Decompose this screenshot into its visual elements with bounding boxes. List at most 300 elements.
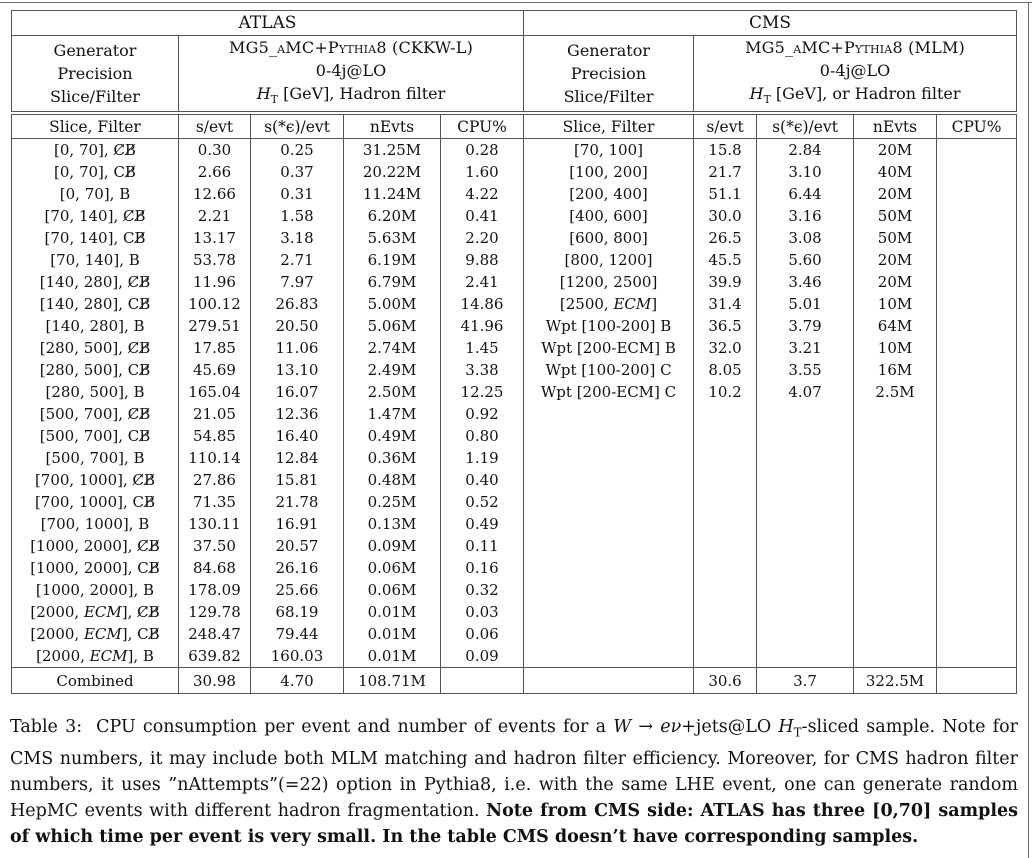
cell-atlas-nevts: 0.49M [344, 425, 441, 447]
cell-atlas-seff: 79.44 [251, 623, 344, 645]
cell-atlas-seff: 11.06 [251, 337, 344, 359]
cell-atlas-slice: [500, 700], B [45, 449, 145, 468]
cell-atlas-nevts: 0.06M [344, 579, 441, 601]
cell-cms-sevt [694, 623, 757, 645]
cell-atlas-nevts: 6.79M [344, 271, 441, 293]
cell-atlas-seff: 15.81 [251, 469, 344, 491]
cell-cms-slice [524, 491, 694, 513]
cell-atlas-seff: 25.66 [251, 579, 344, 601]
cell-atlas-slice: [0, 70], B [59, 185, 131, 204]
cell-atlas-cpu: 0.52 [441, 491, 524, 513]
cell-cms-cpu [937, 381, 1017, 403]
cell-atlas-sevt: 130.11 [179, 513, 251, 535]
cell-cms-seff [757, 623, 854, 645]
cell-cms-seff [757, 513, 854, 535]
cell-cms-seff: 3.46 [757, 271, 854, 293]
cell-cms-cpu [937, 205, 1017, 227]
table-row [12, 381, 1017, 403]
cell-atlas-seff: 2.71 [251, 249, 344, 271]
cell-cms-seff: 3.7 [757, 668, 854, 694]
cell-cms-slice [524, 513, 694, 535]
table-row [12, 469, 1017, 491]
colhead-cms-seff: s(*ϵ)/evt [757, 113, 854, 139]
cell-atlas-slice: [2000, ECM], B [36, 647, 154, 666]
cell-atlas-sevt: 17.85 [179, 337, 251, 359]
cell-atlas-seff: 0.25 [251, 139, 344, 162]
cell-cms-nevts: 16M [854, 359, 937, 381]
cell-cms-sevt: 15.8 [694, 139, 757, 162]
meta-label-generator: Generator [567, 41, 650, 61]
meta-label-precision: Precision [57, 64, 133, 84]
atlas-slice-filter-value: $H_T$ [GeV], Hadron filter [256, 84, 446, 107]
colhead-atlas-nevts: nEvts [344, 113, 441, 139]
cms-generator-value: MG5_aMC+Pythia8 (MLM) [745, 38, 965, 57]
table-row [12, 227, 1017, 249]
cell-cms-nevts: 10M [854, 337, 937, 359]
cell-atlas-slice: [700, 1000], CB̸ [34, 493, 156, 512]
cell-atlas-slice: [70, 140], C̸B̸ [44, 207, 146, 226]
cell-cms-nevts: 10M [854, 293, 937, 315]
meta-values-atlas [179, 36, 524, 114]
cell-atlas-cpu: 0.28 [441, 139, 524, 162]
cell-cms-nevts [854, 403, 937, 425]
cell-cms-cpu [937, 227, 1017, 249]
cell-atlas-slice: [0, 70], CB̸ [54, 163, 136, 182]
cell-atlas-cpu: 0.11 [441, 535, 524, 557]
table-row [12, 337, 1017, 359]
cell-atlas-cpu: 0.92 [441, 403, 524, 425]
cell-atlas-slice: [2000, ECM], CB̸ [30, 625, 160, 644]
cell-cms-cpu [937, 183, 1017, 205]
cell-atlas-slice: [0, 70], C̸B̸ [54, 141, 136, 160]
cell-cms-sevt: 30.6 [694, 668, 757, 694]
cell-cms-sevt: 39.9 [694, 271, 757, 293]
cell-cms-cpu [937, 315, 1017, 337]
cell-atlas-sevt: 30.98 [179, 668, 251, 694]
cell-atlas-sevt: 13.17 [179, 227, 251, 249]
cell-atlas-sevt: 100.12 [179, 293, 251, 315]
cell-atlas-cpu: 12.25 [441, 381, 524, 403]
table-row [12, 249, 1017, 271]
cell-cms-seff: 3.79 [757, 315, 854, 337]
cell-atlas-nevts: 0.13M [344, 513, 441, 535]
cell-cms-slice: [70, 100] [524, 139, 694, 162]
cell-atlas-cpu: 1.60 [441, 161, 524, 183]
cell-atlas-seff: 20.50 [251, 315, 344, 337]
cell-cms-seff [757, 469, 854, 491]
table-row [12, 447, 1017, 469]
cell-cms-slice [524, 557, 694, 579]
table-row [12, 205, 1017, 227]
cell-cms-sevt [694, 579, 757, 601]
cell-atlas-sevt: 165.04 [179, 381, 251, 403]
cell-atlas-sevt: 45.69 [179, 359, 251, 381]
cell-cms-sevt: 8.05 [694, 359, 757, 381]
cell-cms-cpu [937, 249, 1017, 271]
cell-atlas-sevt: 21.05 [179, 403, 251, 425]
cell-atlas-cpu: 0.40 [441, 469, 524, 491]
table-row [12, 601, 1017, 623]
cell-atlas-sevt: 178.09 [179, 579, 251, 601]
cell-cms-seff [757, 403, 854, 425]
cell-atlas-cpu: 41.96 [441, 315, 524, 337]
cell-cms-sevt: 32.0 [694, 337, 757, 359]
cell-cms-sevt [694, 645, 757, 668]
cell-cms-sevt [694, 491, 757, 513]
meta-label-generator: Generator [53, 41, 137, 61]
cell-atlas-seff: 160.03 [251, 645, 344, 668]
cell-atlas-nevts: 0.01M [344, 645, 441, 668]
cell-cms-cpu [937, 139, 1017, 162]
cell-cms-seff: 3.55 [757, 359, 854, 381]
cell-cms-seff: 3.08 [757, 227, 854, 249]
colhead-cms-nevts: nEvts [854, 113, 937, 139]
cell-cms-nevts [854, 513, 937, 535]
cell-atlas-nevts: 108.71M [344, 668, 441, 694]
page-top-rule [0, 2, 1032, 3]
cell-atlas-seff: 16.07 [251, 381, 344, 403]
cell-atlas-slice: [1000, 2000], B [35, 581, 155, 600]
cell-atlas-nevts: 0.01M [344, 601, 441, 623]
cell-cms-sevt [694, 403, 757, 425]
cell-atlas-cpu: 0.16 [441, 557, 524, 579]
cell-cms-seff: 3.16 [757, 205, 854, 227]
cell-cms-cpu [937, 447, 1017, 469]
cell-cms-nevts [854, 601, 937, 623]
colhead-atlas-seff: s(*ϵ)/evt [251, 113, 344, 139]
cell-atlas-slice: [280, 500], B [45, 383, 145, 402]
cell-cms-cpu [937, 535, 1017, 557]
cell-atlas-seff: 3.18 [251, 227, 344, 249]
cell-atlas-nevts: 2.50M [344, 381, 441, 403]
cell-atlas-sevt: 12.66 [179, 183, 251, 205]
cell-atlas-slice: [140, 280], B [45, 317, 145, 336]
cell-atlas-nevts: 0.48M [344, 469, 441, 491]
cell-atlas-cpu: 4.22 [441, 183, 524, 205]
cell-cms-cpu [937, 337, 1017, 359]
cell-atlas-seff: 16.40 [251, 425, 344, 447]
cell-cms-nevts [854, 623, 937, 645]
cell-atlas-seff: 26.83 [251, 293, 344, 315]
cms-slice-filter-value: $H_T$ [GeV], or Hadron filter [749, 84, 961, 107]
cell-cms-slice [524, 668, 694, 694]
table-row [12, 623, 1017, 645]
cell-atlas-cpu: 0.41 [441, 205, 524, 227]
cell-cms-slice [524, 535, 694, 557]
cell-atlas-sevt: 53.78 [179, 249, 251, 271]
cell-cms-slice [524, 447, 694, 469]
cell-atlas-seff: 12.84 [251, 447, 344, 469]
cell-cms-nevts: 20M [854, 271, 937, 293]
cell-atlas-slice: [140, 280], CB̸ [39, 295, 151, 314]
meta-header-row [12, 36, 1017, 114]
table-row [12, 293, 1017, 315]
cell-atlas-seff: 21.78 [251, 491, 344, 513]
cell-cms-seff: 2.84 [757, 139, 854, 162]
cell-atlas-cpu: 2.20 [441, 227, 524, 249]
cell-atlas-sevt: 84.68 [179, 557, 251, 579]
cell-atlas-nevts: 0.25M [344, 491, 441, 513]
cell-cms-sevt: 51.1 [694, 183, 757, 205]
cell-atlas-nevts: 6.19M [344, 249, 441, 271]
table-row [12, 359, 1017, 381]
cell-atlas-nevts: 20.22M [344, 161, 441, 183]
cell-cms-cpu [937, 271, 1017, 293]
cell-atlas-sevt: 2.21 [179, 205, 251, 227]
cell-atlas-cpu: 1.45 [441, 337, 524, 359]
cell-cms-nevts [854, 557, 937, 579]
cell-atlas-cpu [441, 668, 524, 694]
cell-atlas-nevts: 2.49M [344, 359, 441, 381]
cell-atlas-slice: [500, 700], C̸B̸ [39, 405, 151, 424]
cell-cms-cpu [937, 359, 1017, 381]
cell-cms-nevts [854, 535, 937, 557]
table-row [12, 513, 1017, 535]
atlas-precision-value: 0-4j@LO [315, 61, 387, 80]
cell-cms-cpu [937, 579, 1017, 601]
cell-cms-sevt: 21.7 [694, 161, 757, 183]
cell-cms-sevt: 45.5 [694, 249, 757, 271]
table-row [12, 403, 1017, 425]
cell-cms-sevt [694, 513, 757, 535]
cell-cms-nevts: 322.5M [854, 668, 937, 694]
cell-atlas-cpu: 2.41 [441, 271, 524, 293]
table-row [12, 579, 1017, 601]
cell-atlas-sevt: 2.66 [179, 161, 251, 183]
cell-atlas-seff: 0.31 [251, 183, 344, 205]
cell-atlas-seff: 4.70 [251, 668, 344, 694]
cell-atlas-nevts: 1.47M [344, 403, 441, 425]
cell-atlas-cpu: 0.49 [441, 513, 524, 535]
atlas-generator-value: MG5_aMC+Pythia8 (CKKW-L) [229, 38, 474, 57]
cell-atlas-slice: [2000, ECM], C̸B̸ [30, 603, 160, 622]
cell-cms-seff [757, 645, 854, 668]
cell-atlas-sevt: 639.82 [179, 645, 251, 668]
cell-cms-nevts: 50M [854, 205, 937, 227]
cms-precision-value: 0-4j@LO [819, 61, 891, 80]
cell-atlas-cpu: 0.09 [441, 645, 524, 668]
cell-atlas-slice: Combined [12, 668, 179, 694]
cell-cms-cpu [937, 601, 1017, 623]
colhead-atlas-cpu: CPU% [441, 113, 524, 139]
cell-atlas-seff: 7.97 [251, 271, 344, 293]
cell-cms-seff: 5.60 [757, 249, 854, 271]
meta-label-precision: Precision [570, 64, 647, 84]
colhead-cms-cpu: CPU% [937, 113, 1017, 139]
table-caption [10, 714, 1018, 850]
cell-atlas-sevt: 71.35 [179, 491, 251, 513]
cell-atlas-slice: [500, 700], CB̸ [39, 427, 151, 446]
cell-cms-seff: 4.07 [757, 381, 854, 403]
cell-cms-nevts: 20M [854, 139, 937, 162]
cell-cms-slice: [200, 400] [524, 183, 694, 205]
cell-atlas-seff: 13.10 [251, 359, 344, 381]
cell-atlas-seff: 12.36 [251, 403, 344, 425]
cell-cms-nevts: 20M [854, 249, 937, 271]
cell-atlas-cpu: 0.32 [441, 579, 524, 601]
cell-cms-cpu [937, 513, 1017, 535]
cell-cms-cpu [937, 161, 1017, 183]
cell-atlas-nevts: 0.09M [344, 535, 441, 557]
combined-row [12, 668, 1017, 694]
meta-values-cms [694, 36, 1017, 114]
cell-cms-sevt [694, 535, 757, 557]
cell-cms-slice: Wpt [200-ECM] B [524, 337, 694, 359]
cell-cms-nevts [854, 579, 937, 601]
cell-atlas-nevts: 5.06M [344, 315, 441, 337]
table-row [12, 425, 1017, 447]
colhead-atlas-slice: Slice, Filter [12, 113, 179, 139]
cell-cms-seff: 3.10 [757, 161, 854, 183]
cell-atlas-nevts: 6.20M [344, 205, 441, 227]
cell-cms-sevt: 36.5 [694, 315, 757, 337]
meta-label-slice-filter: Slice/Filter [50, 87, 140, 107]
cell-atlas-slice: [1000, 2000], CB̸ [30, 559, 160, 578]
cell-cms-slice: Wpt [100-200] C [524, 359, 694, 381]
cell-atlas-seff: 0.37 [251, 161, 344, 183]
cell-cms-slice: [1200, 2500] [524, 271, 694, 293]
cell-cms-seff [757, 535, 854, 557]
colhead-atlas-sevt: s/evt [179, 113, 251, 139]
cell-atlas-sevt: 0.30 [179, 139, 251, 162]
cell-cms-nevts: 50M [854, 227, 937, 249]
caption-body: CPU consumption per event and number of events for a W → eν+jets@LO $H_T$-sliced sample. Note for CMS numbers, it may include both MLM matching and hadron filter efficiency. Moreover, for CMS hadron filter numbers, it uses ”nAttempts”(=22) option in Pythia8, i.e. with the same LHE event, one can generate random HepMC events with different hadron fragmentation. Note from CMS side: ATLAS has three [0,70] samples of which time per event is very small. In the table CMS doesn’t have corresponding samples. [10, 717, 1019, 847]
cell-cms-sevt [694, 601, 757, 623]
cell-atlas-sevt: 248.47 [179, 623, 251, 645]
cell-cms-slice: Wpt [200-ECM] C [524, 381, 694, 403]
cell-atlas-nevts: 5.63M [344, 227, 441, 249]
cell-cms-slice: [400, 600] [524, 205, 694, 227]
cell-cms-nevts: 20M [854, 183, 937, 205]
cell-atlas-seff: 20.57 [251, 535, 344, 557]
cell-cms-cpu [937, 557, 1017, 579]
cell-atlas-seff: 26.16 [251, 557, 344, 579]
cell-cms-slice [524, 469, 694, 491]
cell-cms-seff: 5.01 [757, 293, 854, 315]
cell-atlas-sevt: 54.85 [179, 425, 251, 447]
cell-cms-slice: Wpt [100-200] B [524, 315, 694, 337]
cell-atlas-nevts: 11.24M [344, 183, 441, 205]
cell-atlas-sevt: 279.51 [179, 315, 251, 337]
cell-atlas-seff: 1.58 [251, 205, 344, 227]
cell-atlas-sevt: 37.50 [179, 535, 251, 557]
page-right-rule [1028, 2, 1029, 858]
cell-cms-slice: [600, 800] [524, 227, 694, 249]
cell-atlas-nevts: 2.74M [344, 337, 441, 359]
table-row [12, 557, 1017, 579]
table-row [12, 271, 1017, 293]
cell-cms-slice: [100, 200] [524, 161, 694, 183]
cell-cms-sevt [694, 469, 757, 491]
table-row [12, 535, 1017, 557]
cell-cms-slice [524, 623, 694, 645]
cell-cms-sevt: 30.0 [694, 205, 757, 227]
cell-cms-seff [757, 601, 854, 623]
group-header-atlas: ATLAS [12, 11, 524, 36]
cell-cms-slice [524, 601, 694, 623]
group-header-row [12, 11, 1017, 36]
cell-atlas-nevts: 5.00M [344, 293, 441, 315]
cell-atlas-cpu: 0.06 [441, 623, 524, 645]
cell-cms-nevts [854, 645, 937, 668]
cell-atlas-seff: 68.19 [251, 601, 344, 623]
cell-atlas-cpu: 1.19 [441, 447, 524, 469]
cell-cms-nevts: 2.5M [854, 381, 937, 403]
cell-cms-cpu [937, 645, 1017, 668]
caption-label: Table 3: [10, 717, 83, 737]
cell-cms-seff [757, 491, 854, 513]
cell-atlas-sevt: 27.86 [179, 469, 251, 491]
cell-cms-nevts [854, 447, 937, 469]
column-header-row [12, 113, 1017, 139]
table-row [12, 645, 1017, 668]
cell-cms-nevts [854, 469, 937, 491]
table-row [12, 139, 1017, 162]
cell-atlas-slice: [1000, 2000], C̸B̸ [30, 537, 160, 556]
table-row [12, 161, 1017, 183]
cell-cms-slice [524, 403, 694, 425]
table-row [12, 491, 1017, 513]
cell-atlas-sevt: 129.78 [179, 601, 251, 623]
results-table [11, 10, 1017, 694]
cell-cms-nevts [854, 491, 937, 513]
cell-atlas-slice: [700, 1000], B [40, 515, 150, 534]
cell-atlas-cpu: 0.03 [441, 601, 524, 623]
colhead-cms-slice: Slice, Filter [524, 113, 694, 139]
cell-cms-cpu [937, 469, 1017, 491]
cell-cms-seff: 6.44 [757, 183, 854, 205]
cell-cms-sevt [694, 447, 757, 469]
cell-atlas-nevts: 0.06M [344, 557, 441, 579]
cell-atlas-nevts: 31.25M [344, 139, 441, 162]
table-row [12, 183, 1017, 205]
cell-cms-seff [757, 557, 854, 579]
table-row [12, 315, 1017, 337]
cell-atlas-slice: [280, 500], CB̸ [39, 361, 151, 380]
group-header-cms: CMS [524, 11, 1017, 36]
meta-label-slice-filter: Slice/Filter [563, 87, 654, 107]
cell-atlas-cpu: 9.88 [441, 249, 524, 271]
cell-cms-sevt: 10.2 [694, 381, 757, 403]
cell-cms-sevt: 31.4 [694, 293, 757, 315]
cell-cms-cpu [937, 491, 1017, 513]
cell-cms-seff [757, 579, 854, 601]
cell-atlas-slice: [280, 500], C̸B̸ [39, 339, 151, 358]
cell-atlas-slice: [140, 280], C̸B̸ [39, 273, 151, 292]
cell-cms-seff [757, 447, 854, 469]
cell-cms-sevt [694, 557, 757, 579]
cell-cms-slice [524, 425, 694, 447]
cell-atlas-nevts: 0.01M [344, 623, 441, 645]
meta-labels-cms [524, 36, 694, 114]
cell-cms-slice [524, 645, 694, 668]
cell-cms-sevt: 26.5 [694, 227, 757, 249]
cell-cms-slice [524, 579, 694, 601]
cell-atlas-nevts: 0.36M [344, 447, 441, 469]
meta-labels-atlas [12, 36, 179, 114]
colhead-cms-sevt: s/evt [694, 113, 757, 139]
cell-atlas-slice: [70, 140], B [50, 251, 140, 270]
cell-cms-nevts [854, 425, 937, 447]
cell-atlas-seff: 16.91 [251, 513, 344, 535]
cell-cms-sevt [694, 425, 757, 447]
cell-cms-cpu [937, 403, 1017, 425]
cell-cms-nevts: 40M [854, 161, 937, 183]
cell-cms-seff [757, 425, 854, 447]
cell-cms-slice: [2500, ECM] [524, 293, 694, 315]
cell-cms-nevts: 64M [854, 315, 937, 337]
cell-cms-cpu [937, 668, 1017, 694]
